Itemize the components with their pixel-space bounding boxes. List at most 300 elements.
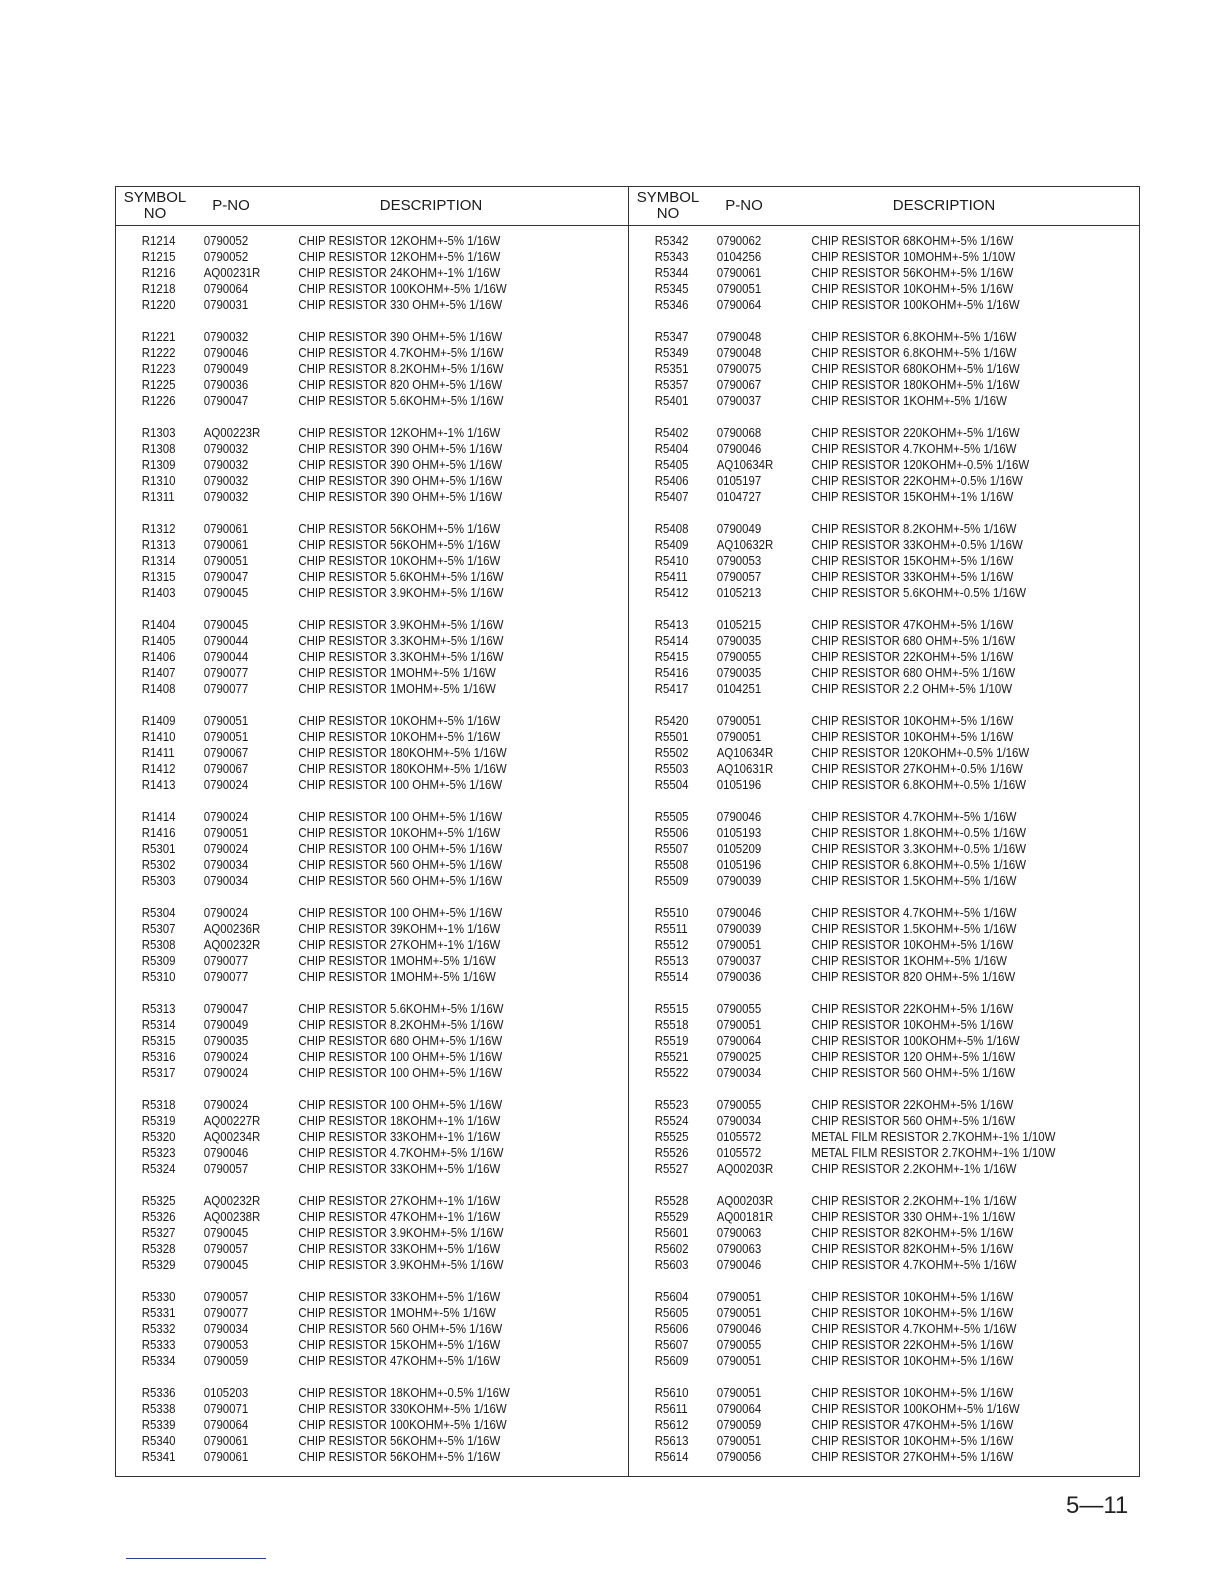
row-group	[629, 233, 1141, 313]
table-row	[116, 1033, 627, 1049]
symbol-no-cell: R1408	[141, 681, 176, 696]
part-number-cell: 0790061	[203, 521, 249, 536]
table-row	[629, 841, 1140, 857]
table-row	[116, 1337, 627, 1353]
description-cell: CHIP RESISTOR 1MOHM+-5% 1/16W	[298, 665, 496, 680]
table-row	[629, 345, 1140, 361]
description-cell: CHIP RESISTOR 56KOHM+-5% 1/16W	[298, 537, 501, 552]
description-header: DESCRIPTION	[892, 197, 996, 214]
description-cell: CHIP RESISTOR 390 OHM+-5% 1/16W	[298, 329, 503, 344]
table-row	[629, 905, 1140, 921]
table-row	[629, 537, 1140, 553]
right-half	[629, 187, 1141, 1476]
table-row	[629, 361, 1140, 377]
symbol-no-cell: R5334	[141, 1353, 176, 1368]
part-number-cell: 0790051	[716, 713, 762, 728]
part-number-cell: 0105197	[716, 473, 762, 488]
symbol-no-cell: R1406	[141, 649, 176, 664]
table-row	[629, 1209, 1140, 1225]
table-row	[116, 1257, 627, 1273]
table-row	[116, 617, 627, 633]
part-number-cell: 0105572	[716, 1145, 762, 1160]
description-cell: CHIP RESISTOR 33KOHM+-5% 1/16W	[298, 1289, 501, 1304]
symbol-no-cell: R5310	[141, 969, 176, 984]
part-number-cell: AQ10631R	[716, 761, 774, 776]
symbol-no-cell: R5504	[654, 777, 689, 792]
table-row	[629, 921, 1140, 937]
row-group	[629, 713, 1141, 793]
part-number-cell: 0790049	[716, 521, 762, 536]
symbol-no-cell: R5336	[141, 1385, 176, 1400]
symbol-no-cell: R5341	[141, 1449, 176, 1464]
table-row	[629, 761, 1140, 777]
part-number-cell: 0790067	[716, 377, 762, 392]
description-cell: CHIP RESISTOR 560 OHM+-5% 1/16W	[811, 1065, 1016, 1080]
symbol-no-cell: R5413	[654, 617, 689, 632]
symbol-header-line2: NO	[143, 205, 167, 222]
description-cell: CHIP RESISTOR 560 OHM+-5% 1/16W	[298, 873, 503, 888]
table-row	[629, 393, 1140, 409]
table-row	[116, 1001, 627, 1017]
symbol-no-cell: R5526	[654, 1145, 689, 1160]
symbol-no-cell: R1223	[141, 361, 176, 376]
description-cell: CHIP RESISTOR 68KOHM+-5% 1/16W	[811, 233, 1014, 248]
symbol-no-cell: R5412	[654, 585, 689, 600]
part-number-cell: 0790024	[203, 1049, 249, 1064]
part-number-cell: 0790059	[716, 1417, 762, 1432]
table-row	[116, 825, 627, 841]
description-cell: CHIP RESISTOR 27KOHM+-1% 1/16W	[298, 937, 501, 952]
description-cell: CHIP RESISTOR 5.6KOHM+-5% 1/16W	[298, 569, 504, 584]
symbol-no-cell: R5509	[654, 873, 689, 888]
table-row	[116, 489, 627, 505]
description-cell: CHIP RESISTOR 680 OHM+-5% 1/16W	[298, 1033, 503, 1048]
description-cell: CHIP RESISTOR 4.7KOHM+-5% 1/16W	[811, 1257, 1017, 1272]
description-cell: CHIP RESISTOR 3.3KOHM+-5% 1/16W	[298, 649, 504, 664]
description-cell: CHIP RESISTOR 3.9KOHM+-5% 1/16W	[298, 585, 504, 600]
part-number-cell: 0790037	[716, 393, 762, 408]
symbol-no-cell: R1309	[141, 457, 176, 472]
description-cell: CHIP RESISTOR 390 OHM+-5% 1/16W	[298, 441, 503, 456]
symbol-no-cell: R5351	[654, 361, 689, 376]
description-cell: CHIP RESISTOR 10KOHM+-5% 1/16W	[811, 1385, 1014, 1400]
description-cell: CHIP RESISTOR 1KOHM+-5% 1/16W	[811, 953, 1007, 968]
part-number-cell: 0790075	[716, 361, 762, 376]
symbol-no-cell: R5314	[141, 1017, 176, 1032]
description-cell: CHIP RESISTOR 120 OHM+-5% 1/16W	[811, 1049, 1016, 1064]
part-number-cell: 0790031	[203, 297, 249, 312]
part-number-cell: 0790051	[716, 1305, 762, 1320]
symbol-no-cell: R5511	[654, 921, 688, 936]
table-row	[116, 729, 627, 745]
table-row	[629, 473, 1140, 489]
description-cell: CHIP RESISTOR 560 OHM+-5% 1/16W	[298, 1321, 503, 1336]
symbol-no-header	[633, 187, 703, 225]
description-cell: CHIP RESISTOR 8.2KOHM+-5% 1/16W	[298, 361, 504, 376]
table-row	[629, 569, 1140, 585]
table-row	[116, 569, 627, 585]
table-row	[629, 777, 1140, 793]
part-number-cell: 0104727	[716, 489, 762, 504]
symbol-header-line1: SYMBOL	[123, 189, 187, 206]
table-row	[116, 1161, 627, 1177]
symbol-no-cell: R5317	[141, 1065, 176, 1080]
part-number-cell: 0790046	[716, 809, 762, 824]
part-number-cell: 0790051	[203, 713, 249, 728]
table-row	[116, 1289, 627, 1305]
table-row	[116, 857, 627, 873]
part-number-cell: 0790051	[716, 1017, 762, 1032]
p-no-header: P-NO	[725, 197, 763, 214]
table-row	[116, 297, 627, 313]
table-row	[629, 1353, 1140, 1369]
part-number-cell: 0790032	[203, 457, 249, 472]
description-cell: CHIP RESISTOR 3.3KOHM+-5% 1/16W	[298, 633, 504, 648]
description-cell: CHIP RESISTOR 5.6KOHM+-5% 1/16W	[298, 1001, 504, 1016]
part-number-cell: 0790048	[716, 345, 762, 360]
symbol-header-line2: NO	[656, 205, 680, 222]
table-row	[116, 969, 627, 985]
part-number-cell: 0790077	[203, 1305, 249, 1320]
symbol-no-cell: R5414	[654, 633, 689, 648]
description-cell: CHIP RESISTOR 27KOHM+-5% 1/16W	[811, 1449, 1014, 1464]
symbol-no-cell: R1411	[141, 745, 175, 760]
table-row	[629, 1049, 1140, 1065]
part-number-cell: 0790077	[203, 969, 249, 984]
symbol-no-cell: R5601	[654, 1225, 689, 1240]
symbol-no-cell: R5313	[141, 1001, 176, 1016]
description-cell: CHIP RESISTOR 18KOHM+-1% 1/16W	[298, 1113, 501, 1128]
table-row	[116, 1129, 627, 1145]
symbol-no-cell: R1311	[141, 489, 175, 504]
part-number-cell: 0790077	[203, 681, 249, 696]
description-cell: CHIP RESISTOR 47KOHM+-5% 1/16W	[811, 1417, 1014, 1432]
part-number-cell: 0790053	[203, 1337, 249, 1352]
part-number-cell: 0790061	[203, 537, 249, 552]
part-number-cell: AQ00232R	[203, 937, 261, 952]
description-cell: CHIP RESISTOR 10KOHM+-5% 1/16W	[298, 729, 501, 744]
part-number-cell: 0790051	[716, 1289, 762, 1304]
description-cell: CHIP RESISTOR 390 OHM+-5% 1/16W	[298, 473, 503, 488]
part-number-cell: 0790032	[203, 473, 249, 488]
part-number-cell: 0790032	[203, 489, 249, 504]
description-cell: CHIP RESISTOR 33KOHM+-5% 1/16W	[811, 569, 1014, 584]
description-cell: CHIP RESISTOR 82KOHM+-5% 1/16W	[811, 1241, 1014, 1256]
description-cell: CHIP RESISTOR 1KOHM+-5% 1/16W	[811, 393, 1007, 408]
table-row	[116, 1401, 627, 1417]
row-group	[116, 425, 628, 505]
part-number-cell: AQ00236R	[203, 921, 261, 936]
symbol-no-cell: R5401	[654, 393, 689, 408]
description-cell: CHIP RESISTOR 100 OHM+-5% 1/16W	[298, 809, 503, 824]
part-number-cell: 0790034	[203, 857, 249, 872]
part-number-cell: 0790057	[716, 569, 762, 584]
symbol-no-cell: R5308	[141, 937, 176, 952]
description-cell: CHIP RESISTOR 82KOHM+-5% 1/16W	[811, 1225, 1014, 1240]
symbol-no-cell: R5303	[141, 873, 176, 888]
symbol-no-cell: R1218	[141, 281, 176, 296]
description-cell: CHIP RESISTOR 100KOHM+-5% 1/16W	[811, 1401, 1020, 1416]
symbol-no-cell: R5407	[654, 489, 689, 504]
symbol-no-cell: R5527	[654, 1161, 689, 1176]
description-cell: CHIP RESISTOR 33KOHM+-0.5% 1/16W	[811, 537, 1023, 552]
table-row	[629, 329, 1140, 345]
description-cell: CHIP RESISTOR 27KOHM+-0.5% 1/16W	[811, 761, 1023, 776]
description-cell: CHIP RESISTOR 12KOHM+-5% 1/16W	[298, 233, 501, 248]
description-cell: CHIP RESISTOR 180KOHM+-5% 1/16W	[298, 761, 507, 776]
description-cell: CHIP RESISTOR 5.6KOHM+-5% 1/16W	[298, 393, 504, 408]
description-cell: CHIP RESISTOR 680KOHM+-5% 1/16W	[811, 361, 1020, 376]
symbol-no-cell: R1310	[141, 473, 176, 488]
symbol-no-cell: R5605	[654, 1305, 689, 1320]
description-cell: CHIP RESISTOR 12KOHM+-5% 1/16W	[298, 249, 501, 264]
symbol-no-cell: R1216	[141, 265, 176, 280]
description-cell: CHIP RESISTOR 10KOHM+-5% 1/16W	[811, 1353, 1014, 1368]
table-row	[116, 1065, 627, 1081]
symbol-no-cell: R5524	[654, 1113, 689, 1128]
part-number-cell: 0790077	[203, 665, 249, 680]
symbol-no-cell: R5529	[654, 1209, 689, 1224]
description-cell: CHIP RESISTOR 22KOHM+-5% 1/16W	[811, 649, 1014, 664]
symbol-no-cell: R5325	[141, 1193, 176, 1208]
description-cell: CHIP RESISTOR 10KOHM+-5% 1/16W	[811, 1305, 1014, 1320]
description-cell: CHIP RESISTOR 180KOHM+-5% 1/16W	[298, 745, 507, 760]
left-half	[116, 187, 628, 1476]
description-cell: CHIP RESISTOR 100KOHM+-5% 1/16W	[811, 1033, 1020, 1048]
part-number-cell: 0790068	[716, 425, 762, 440]
part-number-cell: 0105215	[716, 617, 762, 632]
symbol-no-cell: R1308	[141, 441, 176, 456]
description-cell: CHIP RESISTOR 22KOHM+-5% 1/16W	[811, 1001, 1014, 1016]
symbol-no-cell: R5349	[654, 345, 689, 360]
table-row	[116, 681, 627, 697]
row-group	[116, 1385, 628, 1465]
part-number-cell: 0790044	[203, 649, 249, 664]
symbol-no-cell: R5320	[141, 1129, 176, 1144]
symbol-no-cell: R5607	[654, 1337, 689, 1352]
part-number-cell: 0790046	[716, 1257, 762, 1272]
row-group	[629, 1097, 1141, 1177]
table-row	[116, 1049, 627, 1065]
description-cell: CHIP RESISTOR 47KOHM+-1% 1/16W	[298, 1209, 501, 1224]
part-number-cell: 0790064	[203, 1417, 249, 1432]
part-number-cell: 0790055	[716, 1097, 762, 1112]
table-row	[116, 585, 627, 601]
symbol-no-cell: R1220	[141, 297, 176, 312]
part-number-cell: 0105209	[716, 841, 762, 856]
symbol-no-cell: R5405	[654, 457, 689, 472]
row-group	[116, 329, 628, 409]
table-row	[629, 953, 1140, 969]
table-row	[116, 1145, 627, 1161]
symbol-no-cell: R5404	[654, 441, 689, 456]
symbol-no-cell: R5501	[654, 729, 689, 744]
part-number-cell: AQ10634R	[716, 457, 774, 472]
part-number-cell: 0790045	[203, 585, 249, 600]
symbol-no-cell: R5506	[654, 825, 689, 840]
description-cell: CHIP RESISTOR 6.8KOHM+-5% 1/16W	[811, 345, 1017, 360]
symbol-no-cell: R1222	[141, 345, 176, 360]
part-number-cell: 0790064	[716, 1401, 762, 1416]
table-row	[116, 1321, 627, 1337]
table-row	[629, 233, 1140, 249]
table-row	[116, 537, 627, 553]
description-cell: CHIP RESISTOR 6.8KOHM+-0.5% 1/16W	[811, 857, 1027, 872]
part-number-cell: 0790032	[203, 441, 249, 456]
table-row	[629, 1097, 1140, 1113]
description-cell: CHIP RESISTOR 56KOHM+-5% 1/16W	[298, 521, 501, 536]
row-group	[116, 233, 628, 313]
description-cell: CHIP RESISTOR 24KOHM+-1% 1/16W	[298, 265, 501, 280]
description-cell: METAL FILM RESISTOR 2.7KOHM+-1% 1/10W	[811, 1145, 1056, 1160]
part-number-cell: 0790057	[203, 1241, 249, 1256]
table-row	[116, 665, 627, 681]
symbol-no-cell: R5408	[654, 521, 689, 536]
part-number-cell: 0790051	[716, 281, 762, 296]
description-cell: CHIP RESISTOR 680 OHM+-5% 1/16W	[811, 633, 1016, 648]
part-number-cell: AQ00203R	[716, 1161, 774, 1176]
symbol-no-cell: R1404	[141, 617, 176, 632]
description-cell: CHIP RESISTOR 56KOHM+-5% 1/16W	[298, 1433, 501, 1448]
description-cell: CHIP RESISTOR 10KOHM+-5% 1/16W	[811, 281, 1014, 296]
table-row	[629, 1017, 1140, 1033]
symbol-no-cell: R5343	[654, 249, 689, 264]
symbol-no-cell: R5614	[654, 1449, 689, 1464]
symbol-no-cell: R5503	[654, 761, 689, 776]
part-number-cell: 0105196	[716, 777, 762, 792]
table-row	[629, 665, 1140, 681]
table-row	[116, 1113, 627, 1129]
symbol-no-cell: R5304	[141, 905, 176, 920]
description-cell: CHIP RESISTOR 2.2KOHM+-1% 1/16W	[811, 1193, 1017, 1208]
part-number-cell: 0790051	[203, 553, 249, 568]
symbol-no-cell: R5309	[141, 953, 176, 968]
symbol-no-cell: R1410	[141, 729, 176, 744]
page-number: 5—11	[1066, 1492, 1129, 1519]
row-group	[116, 1193, 628, 1273]
table-row	[116, 1017, 627, 1033]
description-cell: CHIP RESISTOR 820 OHM+-5% 1/16W	[298, 377, 503, 392]
table-row	[116, 905, 627, 921]
table-row	[116, 281, 627, 297]
part-number-cell: 0790032	[203, 329, 249, 344]
symbol-no-cell: R5613	[654, 1433, 689, 1448]
table-row	[116, 393, 627, 409]
table-row	[629, 1241, 1140, 1257]
description-cell: CHIP RESISTOR 180KOHM+-5% 1/16W	[811, 377, 1020, 392]
description-cell: CHIP RESISTOR 22KOHM+-0.5% 1/16W	[811, 473, 1023, 488]
description-cell: CHIP RESISTOR 100 OHM+-5% 1/16W	[298, 1097, 503, 1112]
part-number-cell: 0790071	[203, 1401, 249, 1416]
part-number-cell: 0790045	[203, 617, 249, 632]
symbol-no-cell: R5521	[654, 1049, 689, 1064]
table-row	[116, 425, 627, 441]
description-cell: CHIP RESISTOR 4.7KOHM+-5% 1/16W	[811, 441, 1017, 456]
symbol-no-cell: R5340	[141, 1433, 176, 1448]
description-cell: CHIP RESISTOR 56KOHM+-5% 1/16W	[811, 265, 1014, 280]
part-number-cell: 0790064	[716, 297, 762, 312]
description-cell: CHIP RESISTOR 47KOHM+-5% 1/16W	[811, 617, 1014, 632]
table-row	[629, 713, 1140, 729]
part-number-cell: 0790024	[203, 809, 249, 824]
table-row	[629, 377, 1140, 393]
description-cell: CHIP RESISTOR 10MOHM+-5% 1/10W	[811, 249, 1016, 264]
description-cell: CHIP RESISTOR 15KOHM+-5% 1/16W	[811, 553, 1014, 568]
row-group	[116, 713, 628, 793]
description-cell: CHIP RESISTOR 47KOHM+-5% 1/16W	[298, 1353, 501, 1368]
description-cell: CHIP RESISTOR 120KOHM+-0.5% 1/16W	[811, 457, 1030, 472]
symbol-no-cell: R5610	[654, 1385, 689, 1400]
symbol-no-cell: R1303	[141, 425, 176, 440]
table-row	[629, 521, 1140, 537]
symbol-no-cell: R5329	[141, 1257, 176, 1272]
symbol-no-cell: R5318	[141, 1097, 176, 1112]
symbol-no-cell: R5409	[654, 537, 689, 552]
description-cell: CHIP RESISTOR 33KOHM+-5% 1/16W	[298, 1161, 501, 1176]
symbol-no-cell: R5326	[141, 1209, 176, 1224]
table-row	[629, 633, 1140, 649]
description-cell: CHIP RESISTOR 22KOHM+-5% 1/16W	[811, 1337, 1014, 1352]
description-cell: CHIP RESISTOR 100KOHM+-5% 1/16W	[811, 297, 1020, 312]
part-number-cell: 0790024	[203, 905, 249, 920]
table-row	[629, 681, 1140, 697]
part-number-cell: 0790037	[716, 953, 762, 968]
table-row	[116, 1305, 627, 1321]
symbol-no-cell: R5323	[141, 1145, 176, 1160]
part-number-cell: 0790055	[716, 649, 762, 664]
table-row	[116, 265, 627, 281]
symbol-no-cell: R5410	[654, 553, 689, 568]
table-row	[116, 457, 627, 473]
table-row	[116, 841, 627, 857]
table-row	[629, 825, 1140, 841]
part-number-cell: 0790067	[203, 745, 249, 760]
part-number-cell: 0790024	[203, 1097, 249, 1112]
symbol-no-cell: R5603	[654, 1257, 689, 1272]
description-cell: CHIP RESISTOR 220KOHM+-5% 1/16W	[811, 425, 1020, 440]
table-row	[629, 1337, 1140, 1353]
table-row	[629, 1305, 1140, 1321]
part-number-cell: 0105196	[716, 857, 762, 872]
symbol-no-cell: R5331	[141, 1305, 176, 1320]
symbol-no-cell: R1413	[141, 777, 176, 792]
symbol-no-cell: R1416	[141, 825, 176, 840]
part-number-cell: 0790064	[203, 281, 249, 296]
symbol-no-cell: R5519	[654, 1033, 689, 1048]
symbol-no-cell: R5333	[141, 1337, 176, 1352]
description-cell: CHIP RESISTOR 390 OHM+-5% 1/16W	[298, 489, 503, 504]
part-number-cell: 0790061	[716, 265, 762, 280]
table-row	[116, 1097, 627, 1113]
part-number-cell: 0790034	[203, 873, 249, 888]
p-no-header: P-NO	[212, 197, 250, 214]
symbol-no-header	[120, 187, 190, 225]
part-number-cell: 0790046	[716, 1321, 762, 1336]
part-number-cell: 0790052	[203, 249, 249, 264]
part-number-cell: 0790055	[716, 1337, 762, 1352]
table-row	[116, 1209, 627, 1225]
part-number-cell: 0790045	[203, 1257, 249, 1272]
part-number-cell: 0790045	[203, 1225, 249, 1240]
description-cell: CHIP RESISTOR 6.8KOHM+-5% 1/16W	[811, 329, 1017, 344]
description-cell: CHIP RESISTOR 15KOHM+-5% 1/16W	[298, 1337, 501, 1352]
description-cell: CHIP RESISTOR 4.7KOHM+-5% 1/16W	[298, 1145, 504, 1160]
part-number-cell: 0790044	[203, 633, 249, 648]
part-number-cell: 0790056	[716, 1449, 762, 1464]
part-number-cell: AQ00238R	[203, 1209, 261, 1224]
symbol-no-cell: R1221	[141, 329, 176, 344]
table-row	[116, 473, 627, 489]
